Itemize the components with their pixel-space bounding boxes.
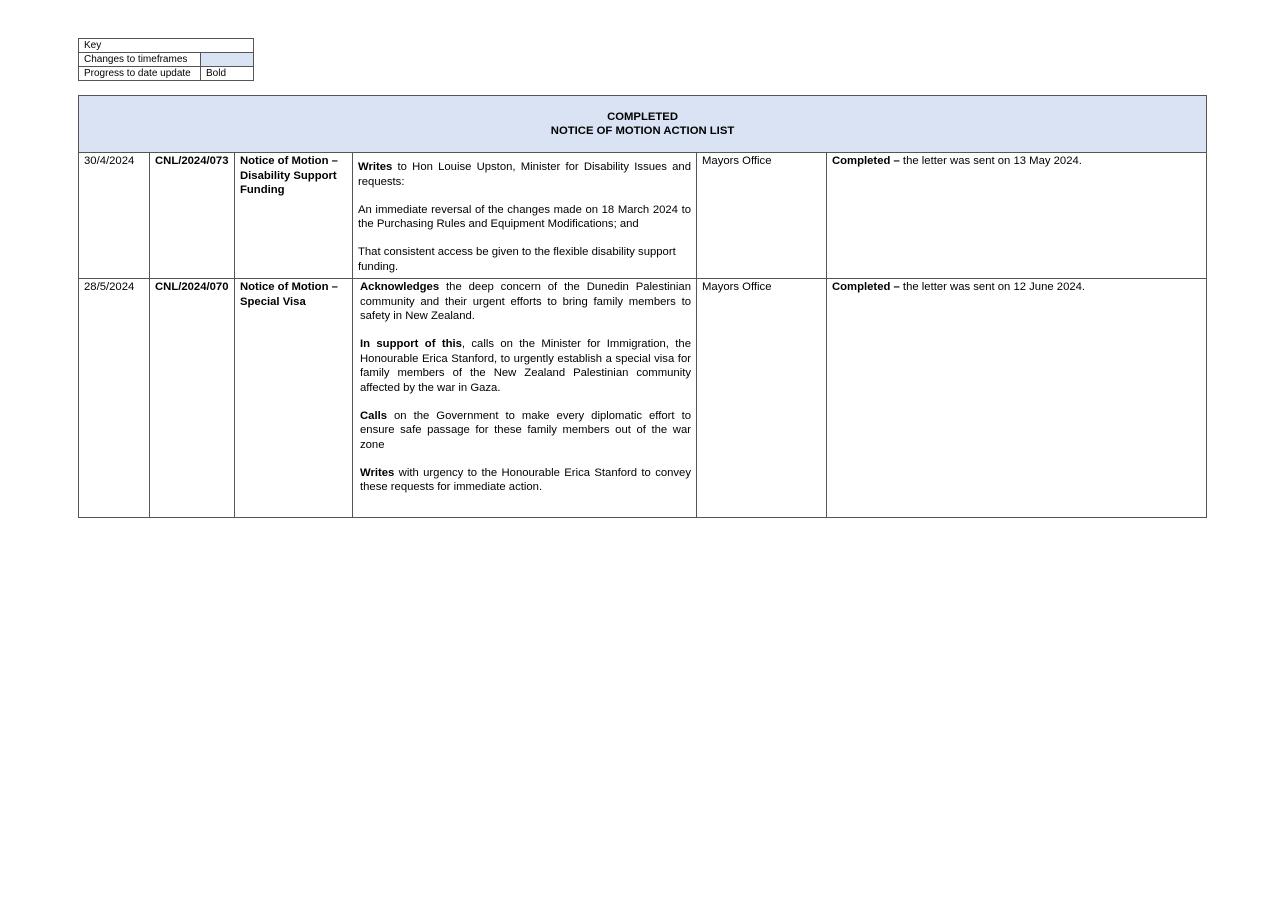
motion-paragraph: In support of this, calls on the Minister for Immigration, the Honourable Erica Stanford, to urgently establish a special visa for family members of the New Zealand Palestinian community affected by the war in Gaza. xyxy=(360,338,691,394)
key-table xyxy=(78,38,254,81)
row-status: Completed – the letter was sent on 13 May 2024. xyxy=(827,153,1207,279)
motion-paragraph: Writes with urgency to the Honourable Erica Stanford to convey these requests for immediate action. xyxy=(360,466,691,493)
table-row xyxy=(79,153,1207,279)
row-date: 28/5/2024 xyxy=(79,279,150,518)
key-title: Key xyxy=(79,39,254,53)
row-title: Notice of Motion – Special Visa xyxy=(235,279,353,518)
row-title: Notice of Motion – Disability Support Funding xyxy=(235,153,353,279)
motion-paragraph: Acknowledges the deep concern of the Dunedin Palestinian community and their urgent efforts to bring family members to safety in New Zealand. xyxy=(360,281,691,322)
row-status: Completed – the letter was sent on 12 June 2024. xyxy=(827,279,1207,518)
table-header xyxy=(79,96,1207,153)
table-row xyxy=(79,279,1207,518)
row-reference: CNL/2024/070 xyxy=(150,279,235,518)
key-item-label: Progress to date update xyxy=(79,67,201,81)
key-item-value: Bold xyxy=(201,67,254,81)
header-status: COMPLETED xyxy=(607,110,678,123)
motion-paragraph: That consistent access be given to the flexible disability support funding. xyxy=(358,246,676,273)
key-item-label: Changes to timeframes xyxy=(79,53,201,67)
key-item-swatch xyxy=(201,53,254,67)
motion-paragraph: Calls on the Government to make every diplomatic effort to ensure safe passage for these family members out of the war zone xyxy=(360,409,691,451)
notice-of-motion-table xyxy=(78,95,1207,518)
row-motion-text xyxy=(353,279,697,518)
motion-paragraph: An immediate reversal of the changes made on 18 March 2024 to the Purchasing Rules and Equipment Modifications; and xyxy=(358,203,691,230)
row-owner: Mayors Office xyxy=(697,279,827,518)
motion-paragraph: Writes to Hon Louise Upston, Minister for Disability Issues and requests: xyxy=(358,161,691,188)
row-date: 30/4/2024 xyxy=(79,153,150,279)
header-title: NOTICE OF MOTION ACTION LIST xyxy=(550,125,735,137)
row-motion-text xyxy=(353,153,697,279)
row-reference: CNL/2024/073 xyxy=(150,153,235,279)
row-owner: Mayors Office xyxy=(697,153,827,279)
